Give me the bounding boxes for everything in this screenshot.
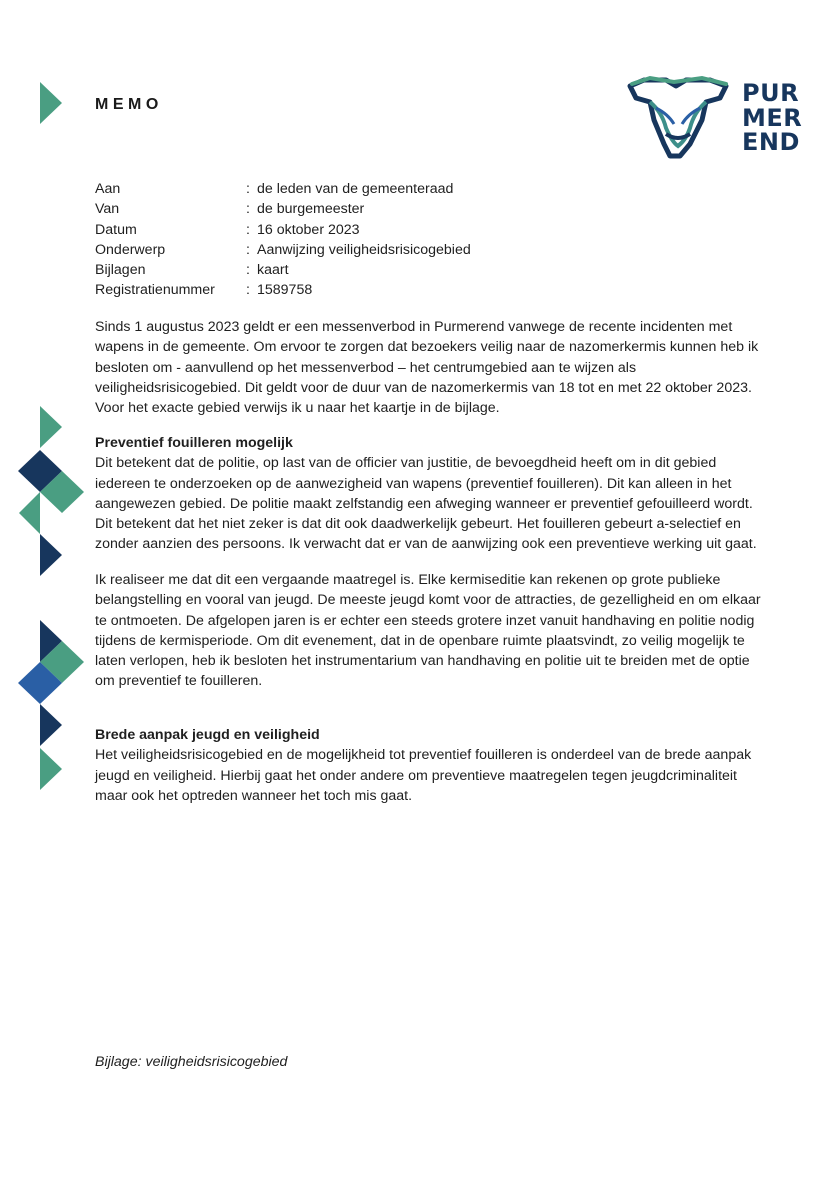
meta-label: Datum <box>95 221 137 238</box>
text-line: Sinds 1 augustus 2023 geldt er een messenverbod in Purmerend vanwege de recente incidenten met <box>95 319 733 335</box>
meta-row-van <box>95 199 471 219</box>
meta-colon: : <box>246 241 250 258</box>
text-line: aangewezen gebied. De politie maakt zelfstandig een afweging wanneer er preventief gefouilleerd wordt. <box>95 495 753 512</box>
memo-title: MEMO <box>95 96 163 113</box>
text-line: om preventief te fouilleren. <box>95 673 263 690</box>
meta-colon: : <box>246 221 250 238</box>
meta-colon: : <box>246 181 250 197</box>
meta-colon: : <box>246 262 250 279</box>
meta-row-aan <box>95 179 471 199</box>
meta-label: Aan <box>95 181 121 197</box>
meta-label: Bijlagen <box>95 262 146 279</box>
purmerend-cow-logo-icon <box>626 72 732 162</box>
meta-value: Aanwijzing veiligheidsrisicogebied <box>257 241 471 258</box>
meta-label: Registratienummer <box>95 282 215 299</box>
text-line: te ontmoeten. De afgelopen jaren is er echter een steeds grotere inzet vanuit handhaving en politie nodig <box>95 612 755 629</box>
text-line: tijdens de kermisperiode. Om dit evenement, dat in de openbare ruimte plaatsvindt, zo veilig mogelijk te <box>95 632 745 649</box>
section-brede-aanpak <box>95 725 795 806</box>
meta-value: 16 oktober 2023 <box>257 221 360 238</box>
section-heading: Brede aanpak jeugd en veiligheid <box>95 727 320 743</box>
section-heading: Preventief fouilleren mogelijk <box>95 435 293 451</box>
meta-label: Onderwerp <box>95 241 166 258</box>
meta-value: kaart <box>257 262 289 279</box>
decorative-shapes <box>0 0 100 820</box>
attachment-note: Bijlage: veiligheidsrisicogebied <box>95 1054 288 1070</box>
meta-row-registratienummer <box>95 280 471 300</box>
text-line: veiligheidsrisicogebied. Dit geldt voor de duur van de nazomerkermis van 18 tot en met 22 oktober 2023. <box>95 379 752 396</box>
purmerend-logo <box>626 72 816 164</box>
meta-row-onderwerp <box>95 240 471 260</box>
text-line: besloten om - aanvullend op het messenverbod – het centrumgebied aan te wijzen als <box>95 359 637 376</box>
section-preventief-fouilleren <box>95 433 795 555</box>
meta-colon: : <box>246 282 250 299</box>
text-line: Dit betekent dat de politie, op last van de officier van justitie, de bevoegdheid heeft om in dit gebied <box>95 455 717 472</box>
intro-paragraph <box>95 317 795 418</box>
text-line: Ik realiseer me dat dit een vergaande maatregel is. Elke kermiseditie kan rekenen op grote publieke <box>95 572 721 588</box>
meta-value: de burgemeester <box>257 201 365 218</box>
meta-value: 1589758 <box>257 282 313 299</box>
text-line: zonder aanzien des persoons. Ik verwacht dat er van de aanwijzing ook een preventieve werking uit gaat. <box>95 536 757 553</box>
memo-metadata <box>95 179 471 301</box>
text-line: Het veiligheidsrisicogebied en de mogelijkheid tot preventief fouilleren is onderdeel van de brede aanpak <box>95 747 752 764</box>
text-line: laten verlopen, heb ik besloten het instrumentarium van handhaving en politie uit te breiden met de optie <box>95 653 750 670</box>
text-line: Voor het exacte gebied verwijs ik u naar het kaartje in de bijlage. <box>95 400 500 417</box>
meta-row-bijlagen <box>95 260 471 280</box>
text-line: maar ook het optreden wanneer het toch mis gaat. <box>95 787 413 804</box>
meta-label: Van <box>95 201 120 218</box>
text-line: wapens in de gemeente. Om ervoor te zorgen dat bezoekers veilig naar de nazomerkermis kunnen heb ik <box>95 339 759 356</box>
meta-colon: : <box>246 201 250 218</box>
text-line: Dit betekent dat het niet zeker is dat dit ook daadwerkelijk gebeurt. Het fouilleren gebeurt a-selectief en <box>95 516 741 533</box>
paragraph-maatregel <box>95 570 795 692</box>
text-line: jeugd en veiligheid. Hierbij gaat het onder andere om preventieve maatregelen tegen jeugdcriminaliteit <box>95 767 737 784</box>
text-line: iedereen te onderzoeken op de aanwezigheid van wapens (preventief fouilleren). Dit kan alleen in het <box>95 475 732 492</box>
meta-row-datum <box>95 220 471 240</box>
meta-value: de leden van de gemeenteraad <box>257 181 454 197</box>
logo-wordmark: PUR MER END <box>742 79 803 156</box>
text-line: belangstelling en vooral van jeugd. De meeste jeugd komt voor de attracties, de gezelligheid en om elkaar <box>95 592 761 609</box>
